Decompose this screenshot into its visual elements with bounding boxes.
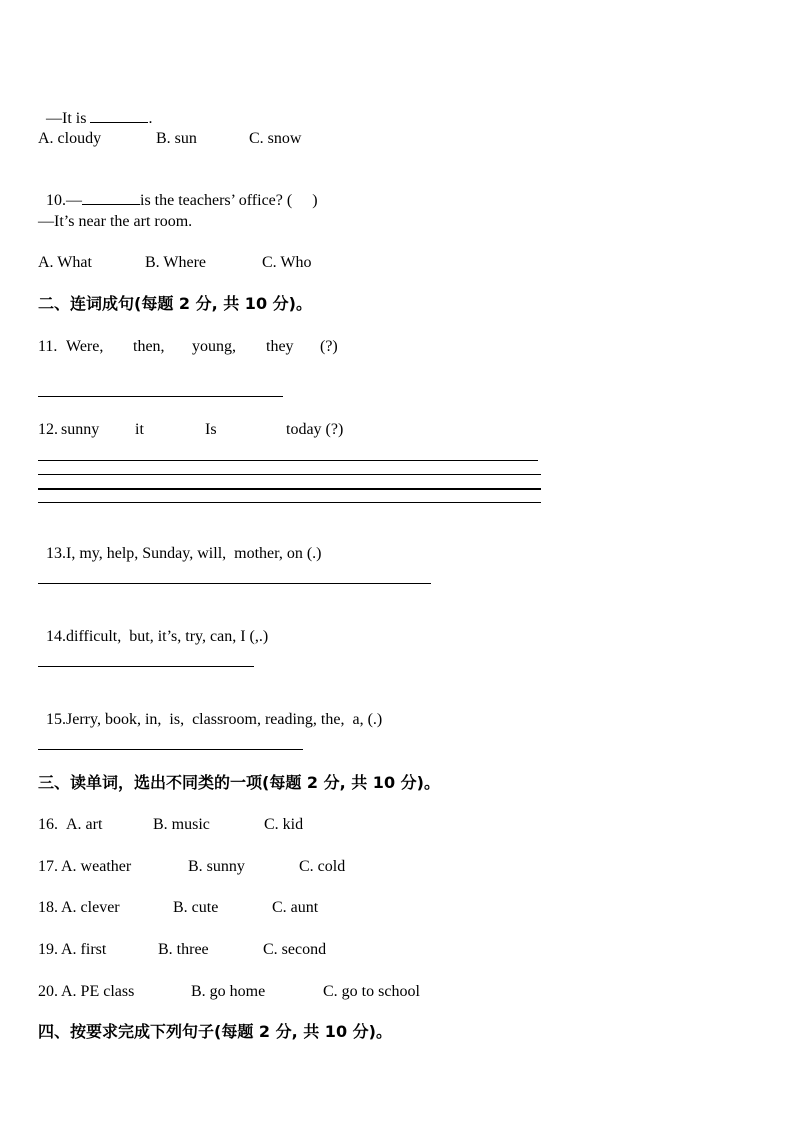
- q15-line: [38, 690, 382, 730]
- q12-word: Is: [205, 421, 217, 438]
- q20-option-b[interactable]: B. go home: [191, 983, 266, 1000]
- section3-heading: 三、读单词，选出不同类的一项(每题 2 分, 共 10 分)。: [38, 773, 440, 792]
- q11-answer-line[interactable]: [38, 396, 283, 397]
- q19-option-a[interactable]: A. first: [61, 941, 107, 958]
- q11-word: then,: [133, 338, 165, 355]
- q10-prefix: 10.—: [46, 192, 82, 209]
- q15-number: 15.: [46, 711, 66, 728]
- q10-answer: —It’s near the art room.: [38, 213, 193, 230]
- q15-words: Jerry, book, in, is, classroom, reading, the, a, (.): [66, 711, 383, 728]
- q14-line: [38, 607, 268, 647]
- section2-heading: 二、连词成句(每题 2 分, 共 10 分)。: [38, 294, 312, 313]
- q13-answer-line[interactable]: [38, 583, 431, 584]
- q14-answer-line[interactable]: [38, 666, 254, 667]
- q9-blank[interactable]: [90, 108, 148, 123]
- q16-option-c[interactable]: C. kid: [264, 816, 304, 833]
- q20-option-c[interactable]: C. go to school: [323, 983, 420, 1000]
- q17-number: 17.: [38, 858, 58, 875]
- q18-option-b[interactable]: B. cute: [173, 899, 219, 916]
- q13-line: [38, 524, 321, 564]
- q13-words: I, my, help, Sunday, will, mother, on (.): [66, 545, 322, 562]
- q12-number: 12.: [38, 421, 58, 438]
- q9-answer: [38, 88, 152, 129]
- q16-number: 16.: [38, 816, 58, 833]
- q12-answer-line[interactable]: [38, 460, 538, 461]
- q12-word: today (?): [286, 421, 344, 438]
- q10-option-a[interactable]: A. What: [38, 254, 92, 271]
- q9-answer-suffix: .: [148, 110, 153, 127]
- q20-number: 20.: [38, 983, 58, 1000]
- q11-word: (?): [320, 338, 338, 355]
- q9-answer-prefix: —It is: [46, 110, 87, 127]
- q14-words: difficult, but, it’s, try, can, I (,.): [66, 628, 269, 645]
- q14-number: 14.: [46, 628, 66, 645]
- q18-number: 18.: [38, 899, 58, 916]
- section4-heading: 四、按要求完成下列句子(每题 2 分, 共 10 分)。: [38, 1022, 392, 1041]
- q10-blank[interactable]: [82, 190, 140, 205]
- q12-word: it: [135, 421, 144, 438]
- q11-word: they: [266, 338, 294, 355]
- q17-option-a[interactable]: A. weather: [61, 858, 132, 875]
- q10-question: [38, 170, 318, 211]
- q11-word: Were,: [66, 338, 104, 355]
- q13-number: 13.: [46, 545, 66, 562]
- q10-option-b[interactable]: B. Where: [145, 254, 207, 271]
- q12-answer-line[interactable]: [38, 488, 541, 490]
- q16-option-a[interactable]: A. art: [66, 816, 103, 833]
- q9-option-a[interactable]: A. cloudy: [38, 130, 102, 147]
- q19-number: 19.: [38, 941, 58, 958]
- q19-option-b[interactable]: B. three: [158, 941, 209, 958]
- q15-answer-line[interactable]: [38, 749, 303, 750]
- q17-option-c[interactable]: C. cold: [299, 858, 346, 875]
- q16-option-b[interactable]: B. music: [153, 816, 210, 833]
- q9-option-b[interactable]: B. sun: [156, 130, 197, 147]
- q19-option-c[interactable]: C. second: [263, 941, 327, 958]
- q10-question-text: is the teachers’ office? ( ): [140, 192, 318, 209]
- q18-option-c[interactable]: C. aunt: [272, 899, 319, 916]
- q17-option-b[interactable]: B. sunny: [188, 858, 245, 875]
- q10-option-c[interactable]: C. Who: [262, 254, 312, 271]
- q11-number: 11.: [38, 338, 58, 355]
- q11-word: young,: [192, 338, 236, 355]
- q9-option-c[interactable]: C. snow: [249, 130, 302, 147]
- q12-answer-line[interactable]: [38, 474, 541, 475]
- q12-answer-line[interactable]: [38, 502, 541, 503]
- q18-option-a[interactable]: A. clever: [61, 899, 120, 916]
- q12-word: sunny: [61, 421, 100, 438]
- q20-option-a[interactable]: A. PE class: [61, 983, 135, 1000]
